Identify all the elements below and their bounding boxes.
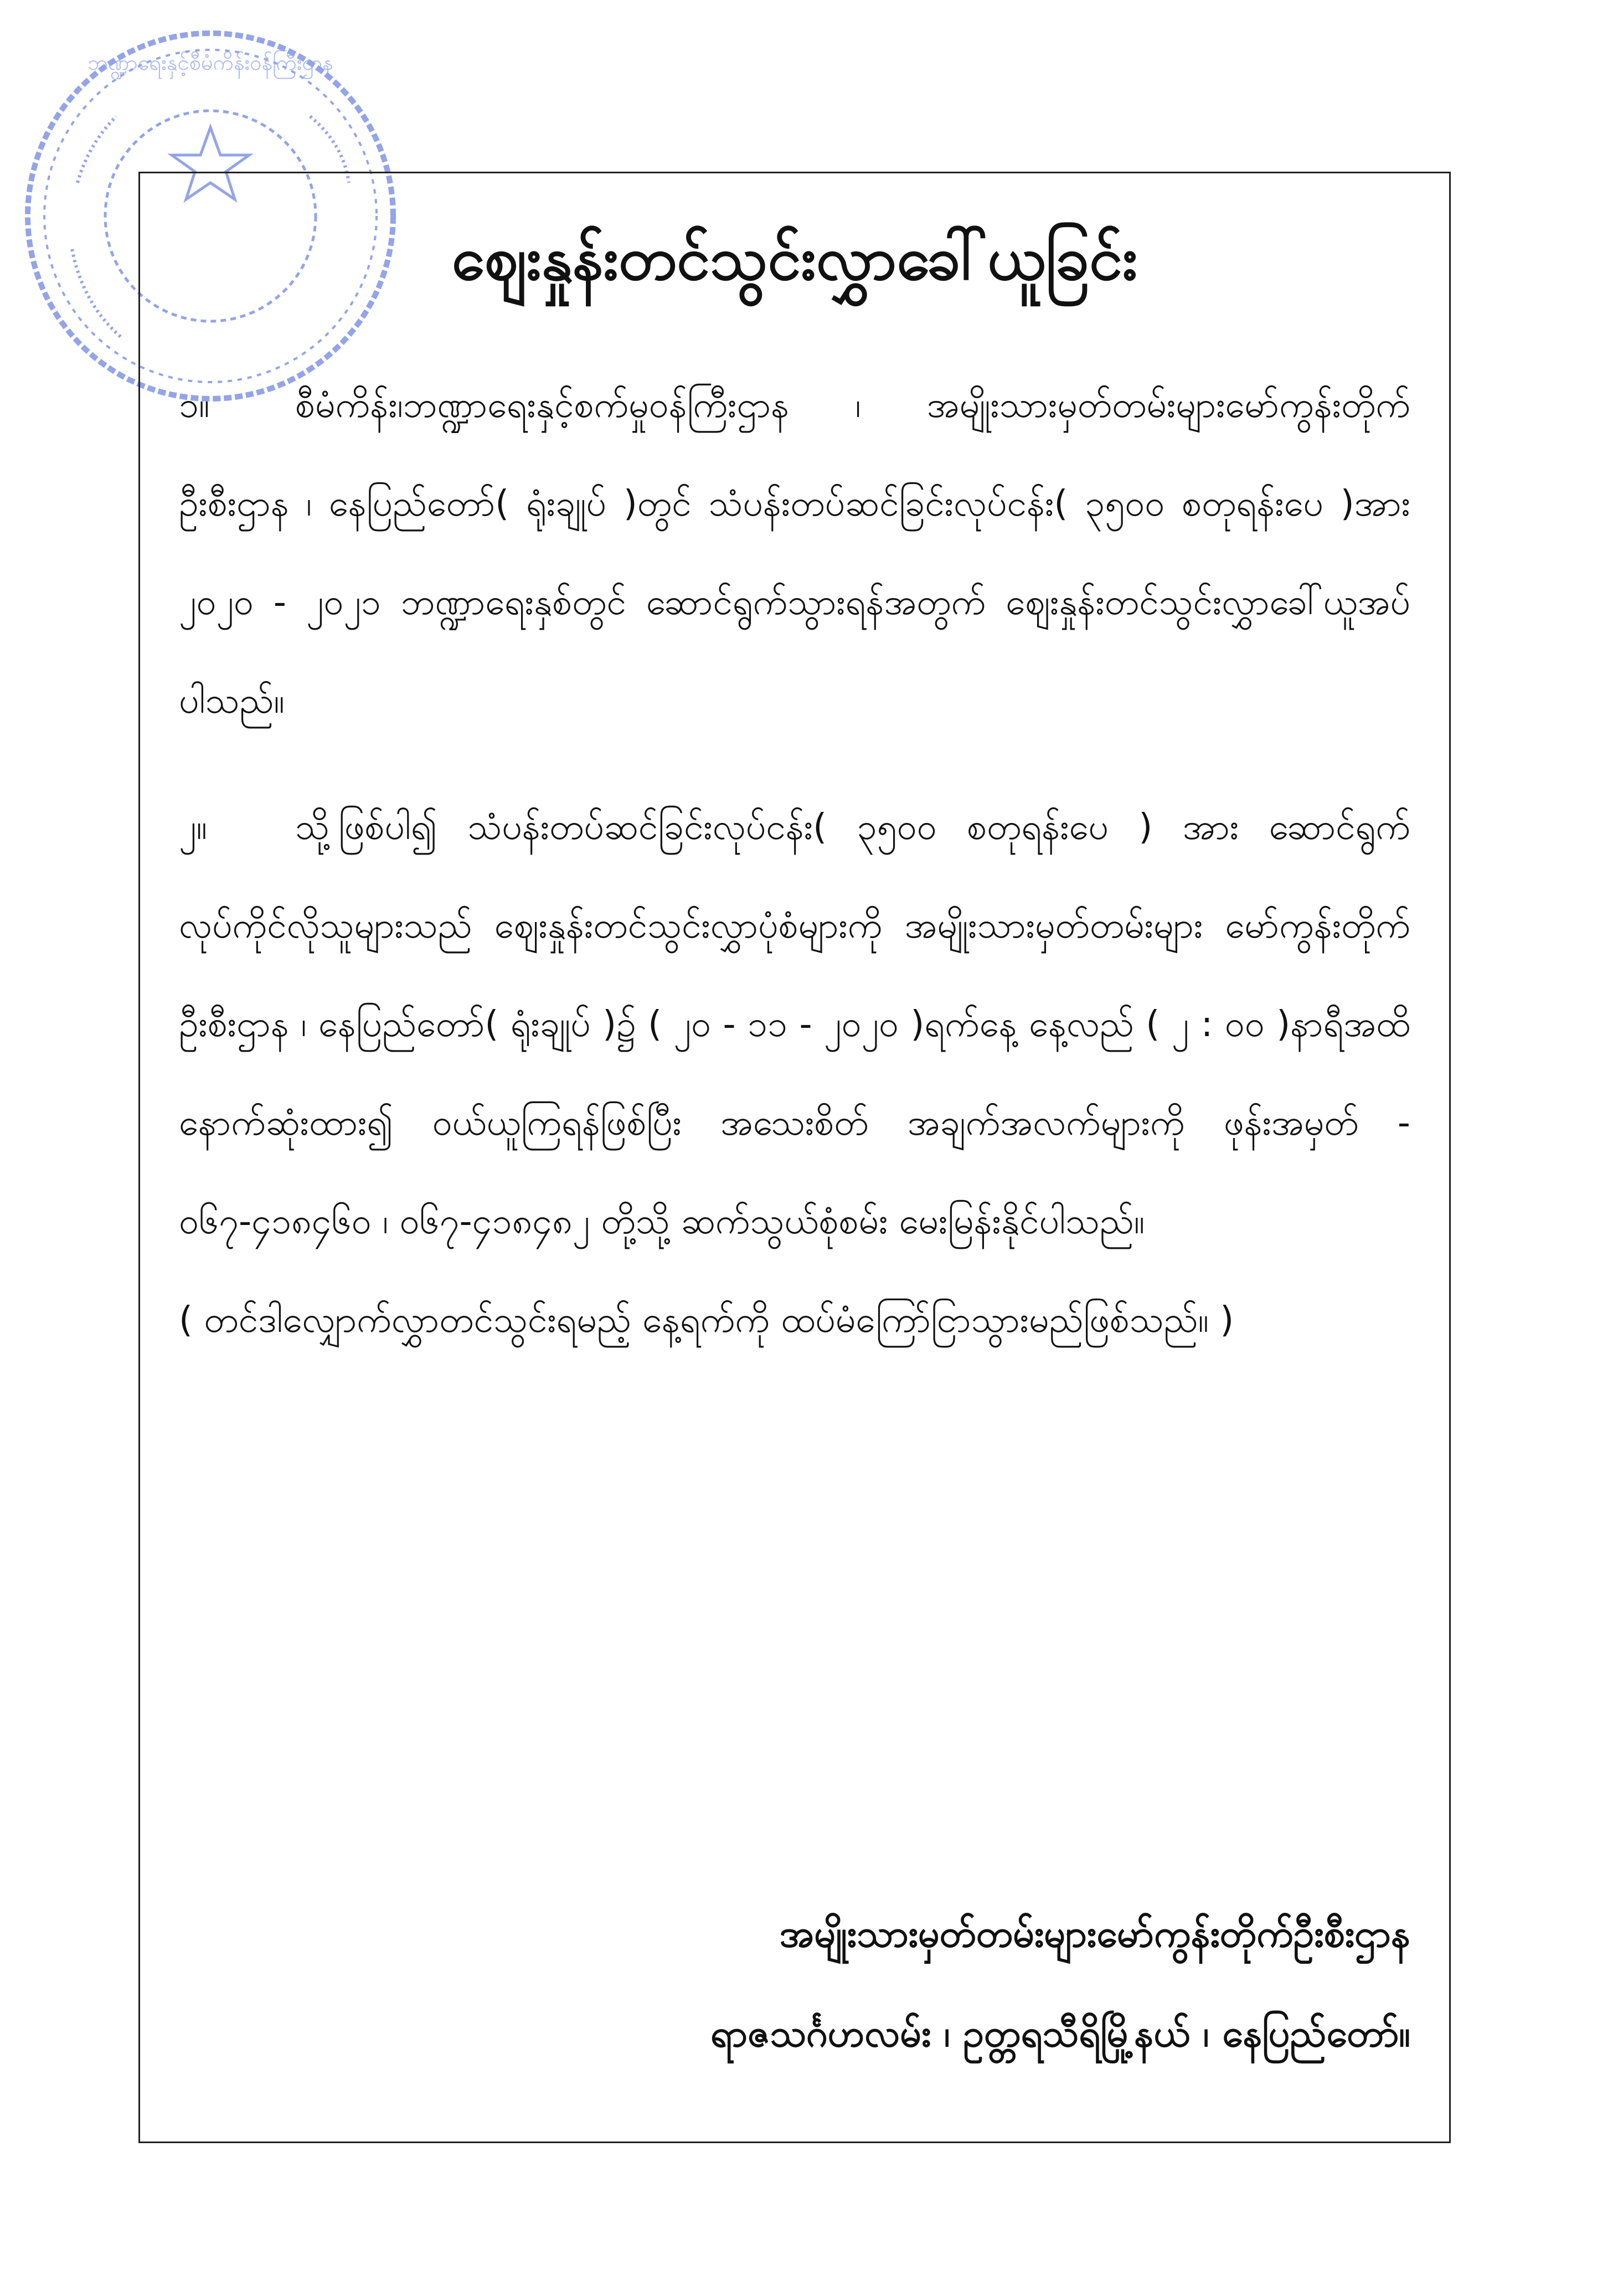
paragraph-2	[179, 778, 1410, 1271]
notice-body	[179, 356, 1410, 1370]
paragraph-3-note: ( တင်ဒါလျှောက်လွှာတင်သွင်းရမည့် နေ့ရက်ကို ထပ်မံကြော်ငြာသွားမည်ဖြစ်သည်။ )	[179, 1300, 1234, 1341]
signature-block	[710, 1885, 1410, 2084]
paragraph-1-number: ၁။	[179, 385, 210, 426]
paragraph-1	[179, 356, 1410, 750]
notice-title: ဈေးနှုန်းတင်သွင်းလွှာခေါ်ယူခြင်း	[451, 224, 1138, 294]
notice-frame	[138, 172, 1451, 2143]
department-address: ရာဇသင်္ဂဟလမ်း ၊ ဥတ္တရသီရိမြို့နယ် ၊ နေပြည်တော်။	[710, 2012, 1410, 2056]
paragraph-2-text: သို့ဖြစ်ပါ၍ သံပန်းတပ်ဆင်ခြင်းလုပ်ငန်း( ၃၅၀၀ စတုရန်းပေ ) အား ဆောင်ရွက် လုပ်ကိုင်လိုသူများသည် ဈေးနှုန်းတင်သွင်းလွှာပုံစံများကို အမျိုးသားမှတ်တမ်းများ မော်ကွန်းတိုက်ဦးစီးဌာန ၊ နေပြည်တော်( ရုံးချုပ် )၌ ( ၂၀ - ၁၁ - ၂၀၂၀ )ရက်နေ့ နေ့လည် ( ၂ : ၀၀ )နာရီအထိ နောက်ဆုံးထား၍ ဝယ်ယူကြရန်ဖြစ်ပြီး အသေးစိတ် အချက်အလက်များကို ဖုန်းအမှတ် - ၀၆၇-၄၁၈၄၆၀ ၊ ၀၆၇-၄၁၈၄၈၂ တို့သို့ ဆက်သွယ်စုံစမ်း မေးမြန်းနိုင်ပါသည်။	[179, 807, 1410, 1242]
stamp-text: ဘဏ္ဍာရေးနှင့်စီမံကိန်းဝန်ကြီးဌာန	[87, 50, 333, 75]
paragraph-2-number: ၂။	[179, 807, 207, 848]
paragraph-1-text: စီမံကိန်း၊ဘဏ္ဍာရေးနှင့်စက်မှုဝန်ကြီးဌာန ၊ အမျိုးသားမှတ်တမ်းများမော်ကွန်းတိုက်ဦးစီးဌာန ၊ နေပြည်တော်( ရုံးချုပ် )တွင် သံပန်းတပ်ဆင်ခြင်းလုပ်ငန်း( ၃၅၀၀ စတုရန်းပေ )အား ၂၀၂၀ - ၂၀၂၁ ဘဏ္ဍာရေးနှစ်တွင် ဆောင်ရွက်သွားရန်အတွက် ဈေးနှုန်းတင်သွင်းလွှာခေါ်ယူအပ်ပါသည်။	[179, 385, 1410, 722]
department-name: အမျိုးသားမှတ်တမ်းများမော်ကွန်းတိုက်ဦးစီးဌာန	[779, 1912, 1410, 1956]
